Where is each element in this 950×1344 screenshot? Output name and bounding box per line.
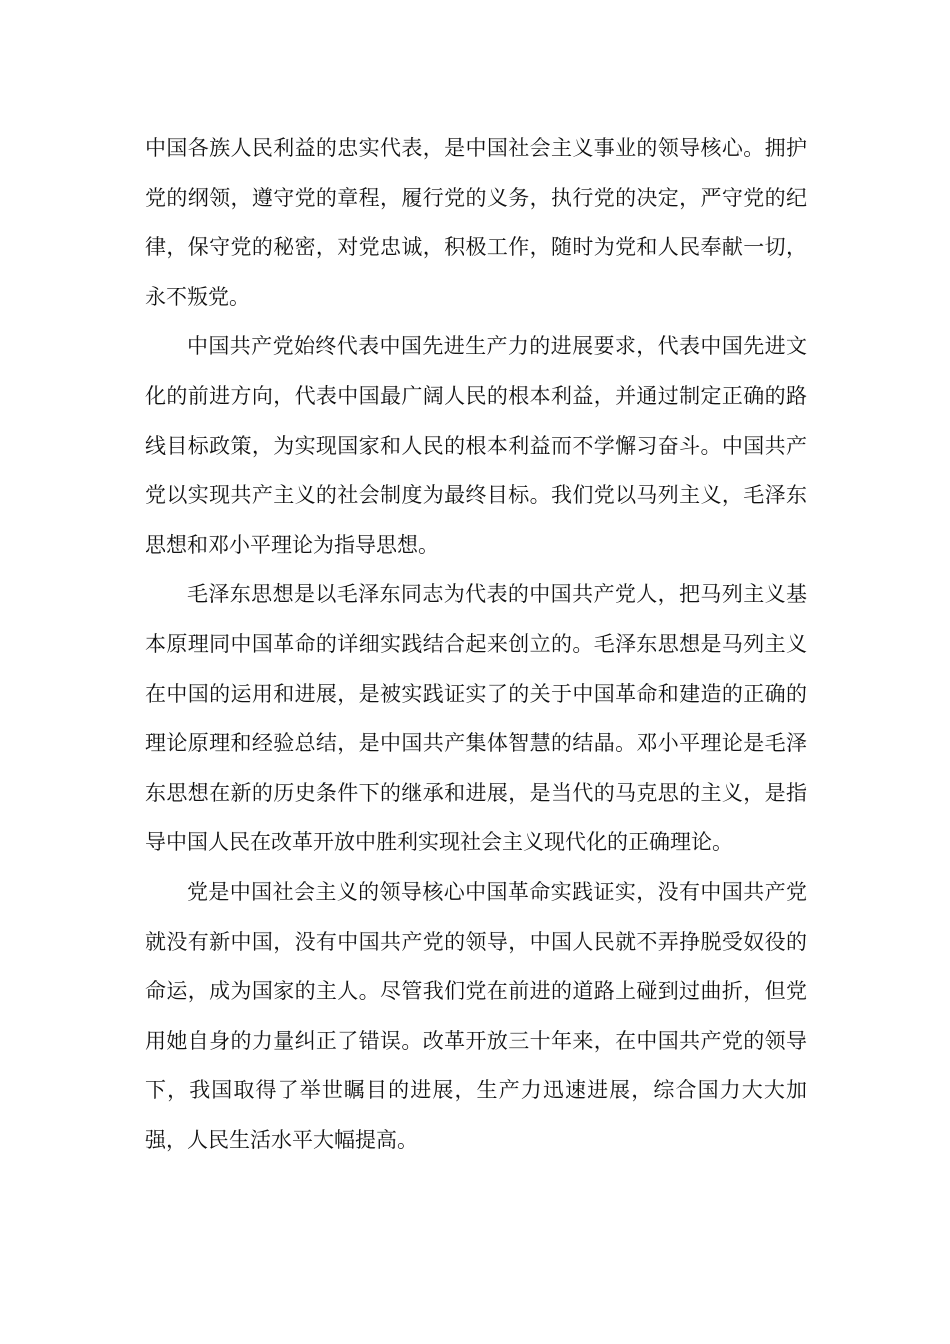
paragraph-4: 党是中国社会主义的领导核心中国革命实践证实，没有中国共产党就没有新中国，没有中国共产党的领导，中国人民就不弄挣脱受奴役的命运，成为国家的主人。尽管我们党在前进的道路上碰到过曲折，但党用她自身的力量纠正了错误。改革开放三十年来，在中国共产党的领导下，我国取得了举世瞩目的进展，生产力迅速进展，综合国力大大加强，人民生活水平大幅提高。 xyxy=(145,879,807,1152)
paragraph-2: 中国共产党始终代表中国先进生产力的进展要求，代表中国先进文化的前进方向，代表中国最广阔人民的根本利益，并通过制定正确的路线目标政策，为实现国家和人民的根本利益而不学懈习奋斗。中国共产党以实现共产主义的社会制度为最终目标。我们党以马列主义，毛泽东思想和邓小平理论为指导思想。 xyxy=(145,334,807,557)
paragraph-3: 毛泽东思想是以毛泽东同志为代表的中国共产党人，把马列主义基本原理同中国革命的详细实践结合起来创立的。毛泽东思想是马列主义在中国的运用和进展，是被实践证实了的关于中国革命和建造的正确的理论原理和经验总结，是中国共产集体智慧的结晶。邓小平理论是毛泽东思想在新的历史条件下的继承和进展，是当代的马克思的主义，是指导中国人民在改革开放中胜利实现社会主义现代化的正确理论。 xyxy=(145,582,807,855)
document-page xyxy=(145,124,807,1165)
paragraph-1: 中国各族人民利益的忠实代表，是中国社会主义事业的领导核心。拥护党的纲领，遵守党的章程，履行党的义务，执行党的决定，严守党的纪律，保守党的秘密，对党忠诚，积极工作，随时为党和人民奉献一切，永不叛党。 xyxy=(145,136,807,309)
